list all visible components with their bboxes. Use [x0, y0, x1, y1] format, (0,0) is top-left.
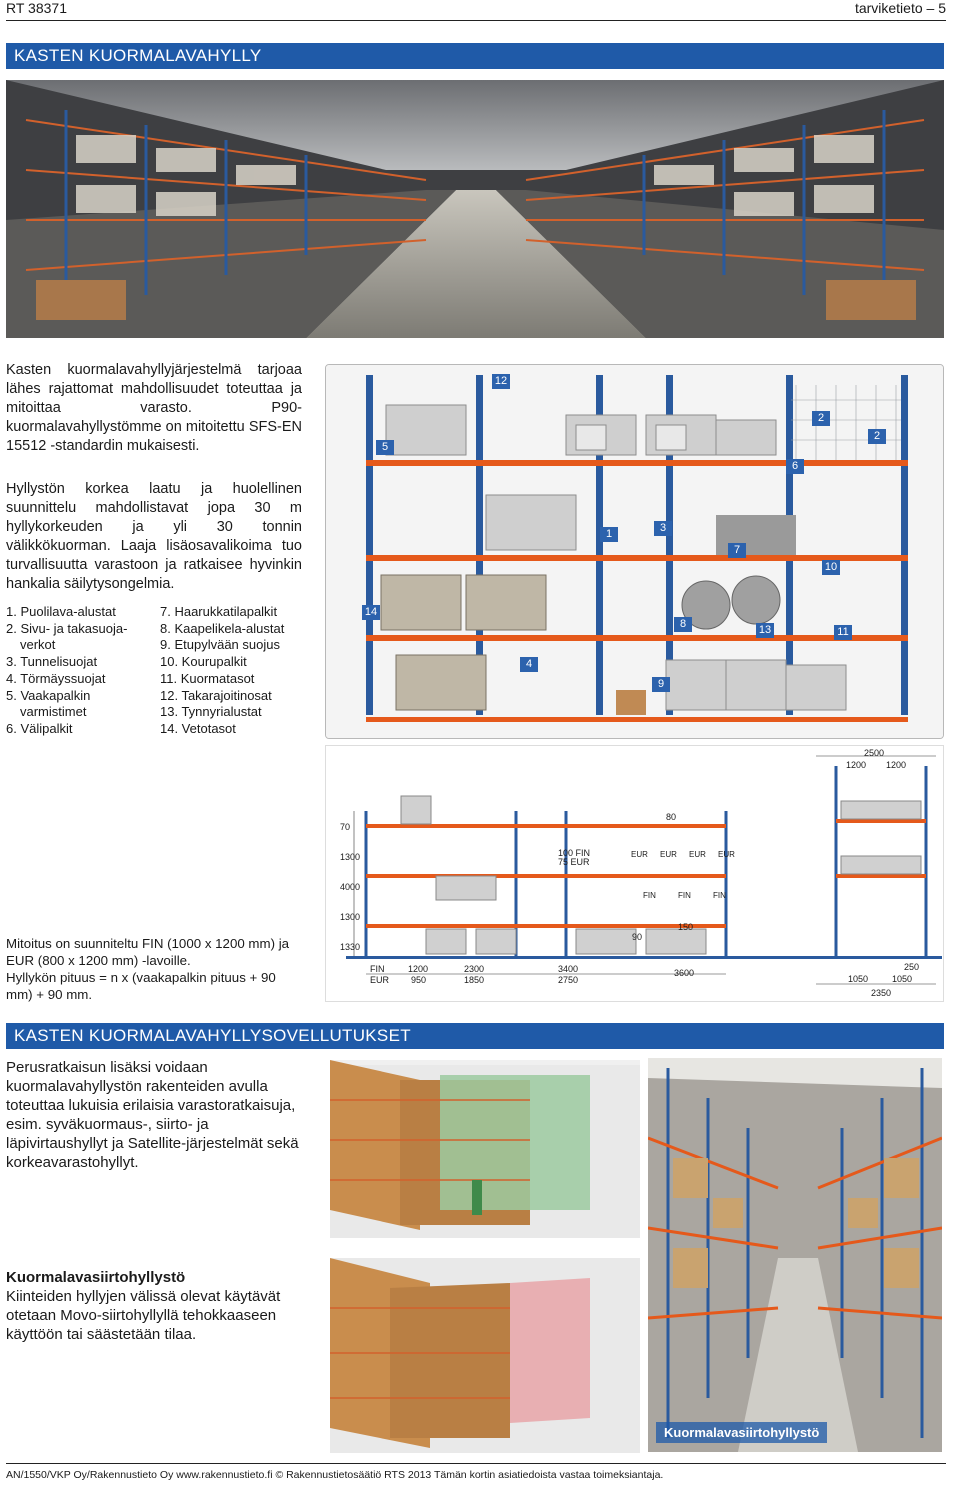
list-item: 3. Tunnelisuojat [6, 654, 98, 670]
list-item: 2. Sivu- ja takasuoja- [6, 620, 128, 636]
list-item: 10. Kourupalkit [160, 654, 247, 670]
pallet-label: EUR [689, 850, 706, 859]
dimension-side: 1050 [848, 974, 869, 984]
dimension-bottom: 1200 [408, 964, 429, 974]
callout-13: 13 [756, 623, 774, 638]
dimension-note-2: Hyllykön pituus = n x (vaakapalkin pituus + 90 mm) + 90 mm. [6, 970, 276, 1002]
dimension-top: 1200 [846, 760, 867, 770]
mobile-rack-render-2 [330, 1258, 640, 1453]
dimension-left-labels [340, 812, 361, 962]
dimension-bottom: 3600 [674, 968, 695, 978]
dimension-label: 1300 [340, 852, 361, 862]
header-rule [6, 20, 946, 21]
dimension-label: 70 [340, 822, 351, 832]
section-title-bar-2 [6, 1023, 944, 1049]
warehouse-photo [6, 80, 944, 338]
list-item: 7. Haarukkatilapalkit [160, 604, 278, 619]
list-item: 8. Kaapelikela-alustat [160, 620, 285, 636]
dimension-front: 150 [678, 922, 694, 932]
dimension-side: 250 [904, 962, 920, 972]
callout-4: 4 [520, 657, 538, 672]
pallet-label: FIN [643, 891, 656, 900]
rack-illustration [326, 365, 943, 738]
list-item: 5. Vaakapalkin [6, 687, 91, 703]
list-item: 1. Puolilava-alustat [6, 604, 116, 619]
callout-7: 7 [728, 543, 746, 558]
applications-subtitle: Kuormalavasiirtohyllystö [6, 1269, 186, 1286]
callout-5: 5 [376, 440, 394, 455]
dimension-bottom: EUR [370, 975, 390, 985]
dimension-label: 1300 [340, 912, 361, 922]
list-item: 13. Tynnyrialustat [160, 704, 262, 720]
parts-list-left [6, 604, 156, 738]
callout-2b: 2 [868, 429, 886, 444]
list-item: 9. Etupylvään suojus [160, 637, 280, 653]
dimension-bottom: 2750 [558, 975, 579, 985]
pallet-label: EUR [718, 850, 735, 859]
footer-text: AN/1550/VKP Oy/Rakennustieto Oy www.rakennustieto.fi © Rakennustietosäätiö RTS 2013 Tämän kortin asiatiedoista vastaa toimeksiantaja. [6, 1469, 664, 1481]
section-title-2: KASTEN KUORMALAVAHYLLYSOVELLUTUKSET [14, 1026, 411, 1045]
dimension-front: 80 [666, 812, 677, 822]
section-title: KASTEN KUORMALAVAHYLLY [14, 46, 262, 65]
dimension-front: 75 EUR [558, 857, 590, 867]
list-item: 4. Törmäyssuojat [6, 670, 106, 686]
dimension-illustration [326, 746, 943, 1001]
dimension-side: 2350 [871, 988, 892, 998]
callout-11: 11 [834, 625, 852, 640]
dimension-bottom: FIN [370, 964, 385, 974]
callout-3: 3 [654, 521, 672, 536]
callout-9: 9 [652, 677, 670, 692]
warehouse-illustration [6, 80, 944, 338]
list-item: 6. Välipalkit [6, 720, 73, 736]
applications-paragraph: Perusratkaisun lisäksi voidaan kuormalavahyllystön rakenteiden avulla toteuttaa lukuisia erilaisia varastoratkaisuja, esim. syväkuormaus-, siirto- ja läpivirtaushyllyt ja Satellite-järjestelmät sekä korkeavarastohyllyt. [6, 1059, 299, 1171]
mobile-rack-illustration-1 [330, 1060, 640, 1238]
dimension-front: 100 FIN [558, 848, 591, 858]
callout-6: 6 [786, 459, 804, 474]
callout-2: 2 [812, 411, 830, 426]
dimension-label: 1330 [340, 942, 361, 952]
pallet-label: FIN [713, 891, 726, 900]
dimension-label: 4000 [340, 882, 361, 892]
callout-8: 8 [674, 617, 692, 632]
footer-rule [6, 1463, 946, 1464]
section-title-bar [6, 43, 944, 69]
mobile-rack-render-1 [330, 1060, 640, 1238]
page-code: RT 38371 [6, 0, 67, 16]
dimension-bottom: 1850 [464, 975, 485, 985]
callout-1: 1 [600, 527, 618, 542]
dimension-side: 1050 [892, 974, 913, 984]
parts-list-right [160, 604, 310, 738]
mobile-racking-render [648, 1058, 942, 1452]
rack-diagram [325, 364, 944, 739]
dimension-bottom: 3400 [558, 964, 579, 974]
dimension-front: 90 [632, 932, 643, 942]
applications-subtext: Kiinteiden hyllyjen välissä olevat käytävät otetaan Movo-siirtohyllyllä tehokkaaseen käyttöön tai säästetään tilaa. [6, 1288, 281, 1343]
list-item: varmistimet [20, 704, 87, 720]
photo-caption: Kuormalavasiirtohyllystö [656, 1422, 827, 1443]
callout-10: 10 [822, 560, 840, 575]
dimension-bottom: 2300 [464, 964, 485, 974]
callout-12: 12 [492, 374, 510, 389]
intro-paragraph-1: Kasten kuormalavahyllyjärjestelmä tarjoaa lähes rajattomat mahdollisuudet toteuttaa ja mitoittaa varasto. P90-kuormalavahyllystömme on mitoitettu SFS-EN 15512 -standardin mukaisesti. [6, 362, 302, 454]
mobile-rack-illustration-2 [330, 1258, 640, 1453]
pallet-label: EUR [660, 850, 677, 859]
list-item: 12. Takarajoitinosat [160, 687, 272, 703]
list-item: verkot [20, 637, 56, 653]
mobile-racking-photo [648, 1058, 942, 1452]
page-series: tarviketieto – 5 [854, 0, 946, 16]
dimension-notes [6, 935, 306, 1003]
dimension-top: 1200 [886, 760, 907, 770]
pallet-label: EUR [631, 850, 648, 859]
dimension-note-1: Mitoitus on suunniteltu FIN (1000 x 1200 mm) ja EUR (800 x 1200 mm) -lavoille. [6, 936, 290, 968]
dimension-top: 2500 [864, 748, 885, 758]
pallet-label: FIN [678, 891, 691, 900]
dimension-bottom: 950 [411, 975, 427, 985]
list-item: 14. Vetotasot [160, 720, 236, 736]
intro-paragraph-2: Hyllystön korkea laatu ja huolellinen suunnittelu mahdollistavat jopa 30 m hyllykorkeuden ja yli 30 tonnin välikkökuorman. Laaja lisäosavalikoima tuo turvallisuutta varastoon ja ratkaisee hyvinkin hankalia säilytysongelmia. [6, 481, 302, 592]
dimension-drawing [325, 745, 944, 1002]
callout-14: 14 [362, 605, 380, 620]
list-item: 11. Kuormatasot [160, 670, 255, 686]
